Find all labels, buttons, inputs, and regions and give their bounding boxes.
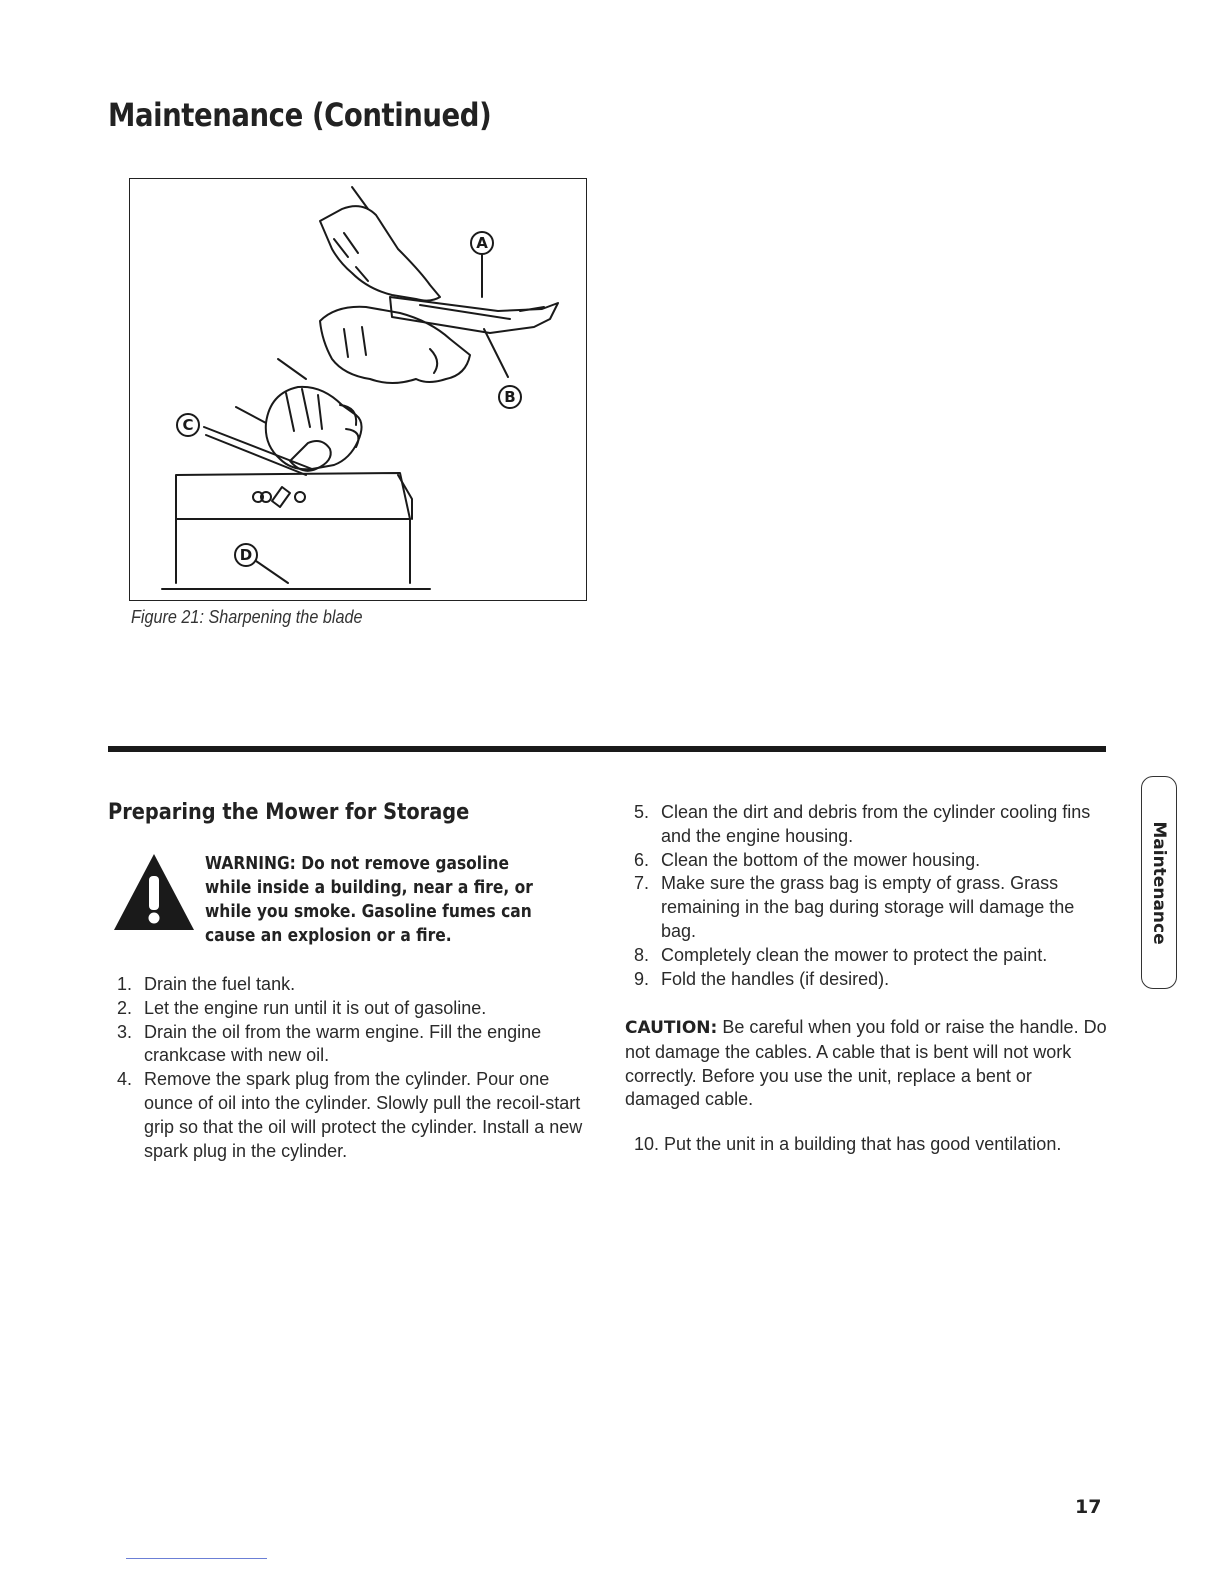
side-tab-label: Maintenance xyxy=(1149,820,1169,945)
list-item: 1. Drain the fuel tank. xyxy=(117,974,296,994)
step-10-number: 10. xyxy=(634,1134,660,1154)
callout-a: A xyxy=(476,234,488,252)
storage-steps-left xyxy=(117,973,602,1163)
step-10 xyxy=(634,1133,1061,1157)
list-item: 7. Make sure the grass bag is empty of grass. Grass remaining in the bag during storage will damage the bag. xyxy=(634,873,1075,941)
caution-note xyxy=(625,1016,1110,1112)
figure-sharpening-blade xyxy=(129,178,587,601)
list-item: 8. Completely clean the mower to protect the paint. xyxy=(634,944,1048,965)
warning-text: WARNING: Do not remove gasoline while inside a building, near a fire, or while you smoke. Gasoline fumes can cause an explosion or a fire. xyxy=(205,853,533,946)
callout-d: D xyxy=(239,546,253,564)
caution-label: CAUTION: xyxy=(625,1018,718,1038)
step-10-text: Put the unit in a building that has good ventilation. xyxy=(664,1134,1062,1154)
footer-line xyxy=(126,1558,267,1559)
section-divider xyxy=(108,746,1106,752)
section-title: Preparing the Mower for Storage xyxy=(108,800,470,825)
page-number: 17 xyxy=(1075,1496,1102,1518)
caution-text: Be careful when you fold or raise the handle. Do not damage the cables. A cable that is bent will not work correctly. Before you use the unit, replace a bent or damaged cable. xyxy=(625,1017,1107,1110)
list-item: 5. Clean the dirt and debris from the cylinder cooling fins and the engine housing. xyxy=(634,802,1091,846)
warning-triangle-icon xyxy=(112,852,196,932)
list-item: 4. Remove the spark plug from the cylinder. Pour one ounce of oil into the cylinder. Slowly pull the recoil-start grip so that the oil will protect the cylinder. Install a new spark plug in the cylinder. xyxy=(117,1069,583,1161)
list-item: 9. Fold the handles (if desired). xyxy=(634,968,890,989)
list-item: 3. Drain the oil from the warm engine. Fill the engine crankcase with new oil. xyxy=(117,1021,542,1066)
callout-c: C xyxy=(182,416,194,434)
storage-steps-right xyxy=(634,801,1104,991)
sharpening-illustration xyxy=(130,179,585,599)
side-tab xyxy=(1141,776,1177,989)
page-title: Maintenance (Continued) xyxy=(108,96,492,134)
figure-caption: Figure 21: Sharpening the blade xyxy=(131,607,363,627)
list-item: 6. Clean the bottom of the mower housing. xyxy=(634,849,981,870)
list-item: 2. Let the engine run until it is out of gasoline. xyxy=(117,997,487,1018)
callout-b: B xyxy=(504,388,516,406)
